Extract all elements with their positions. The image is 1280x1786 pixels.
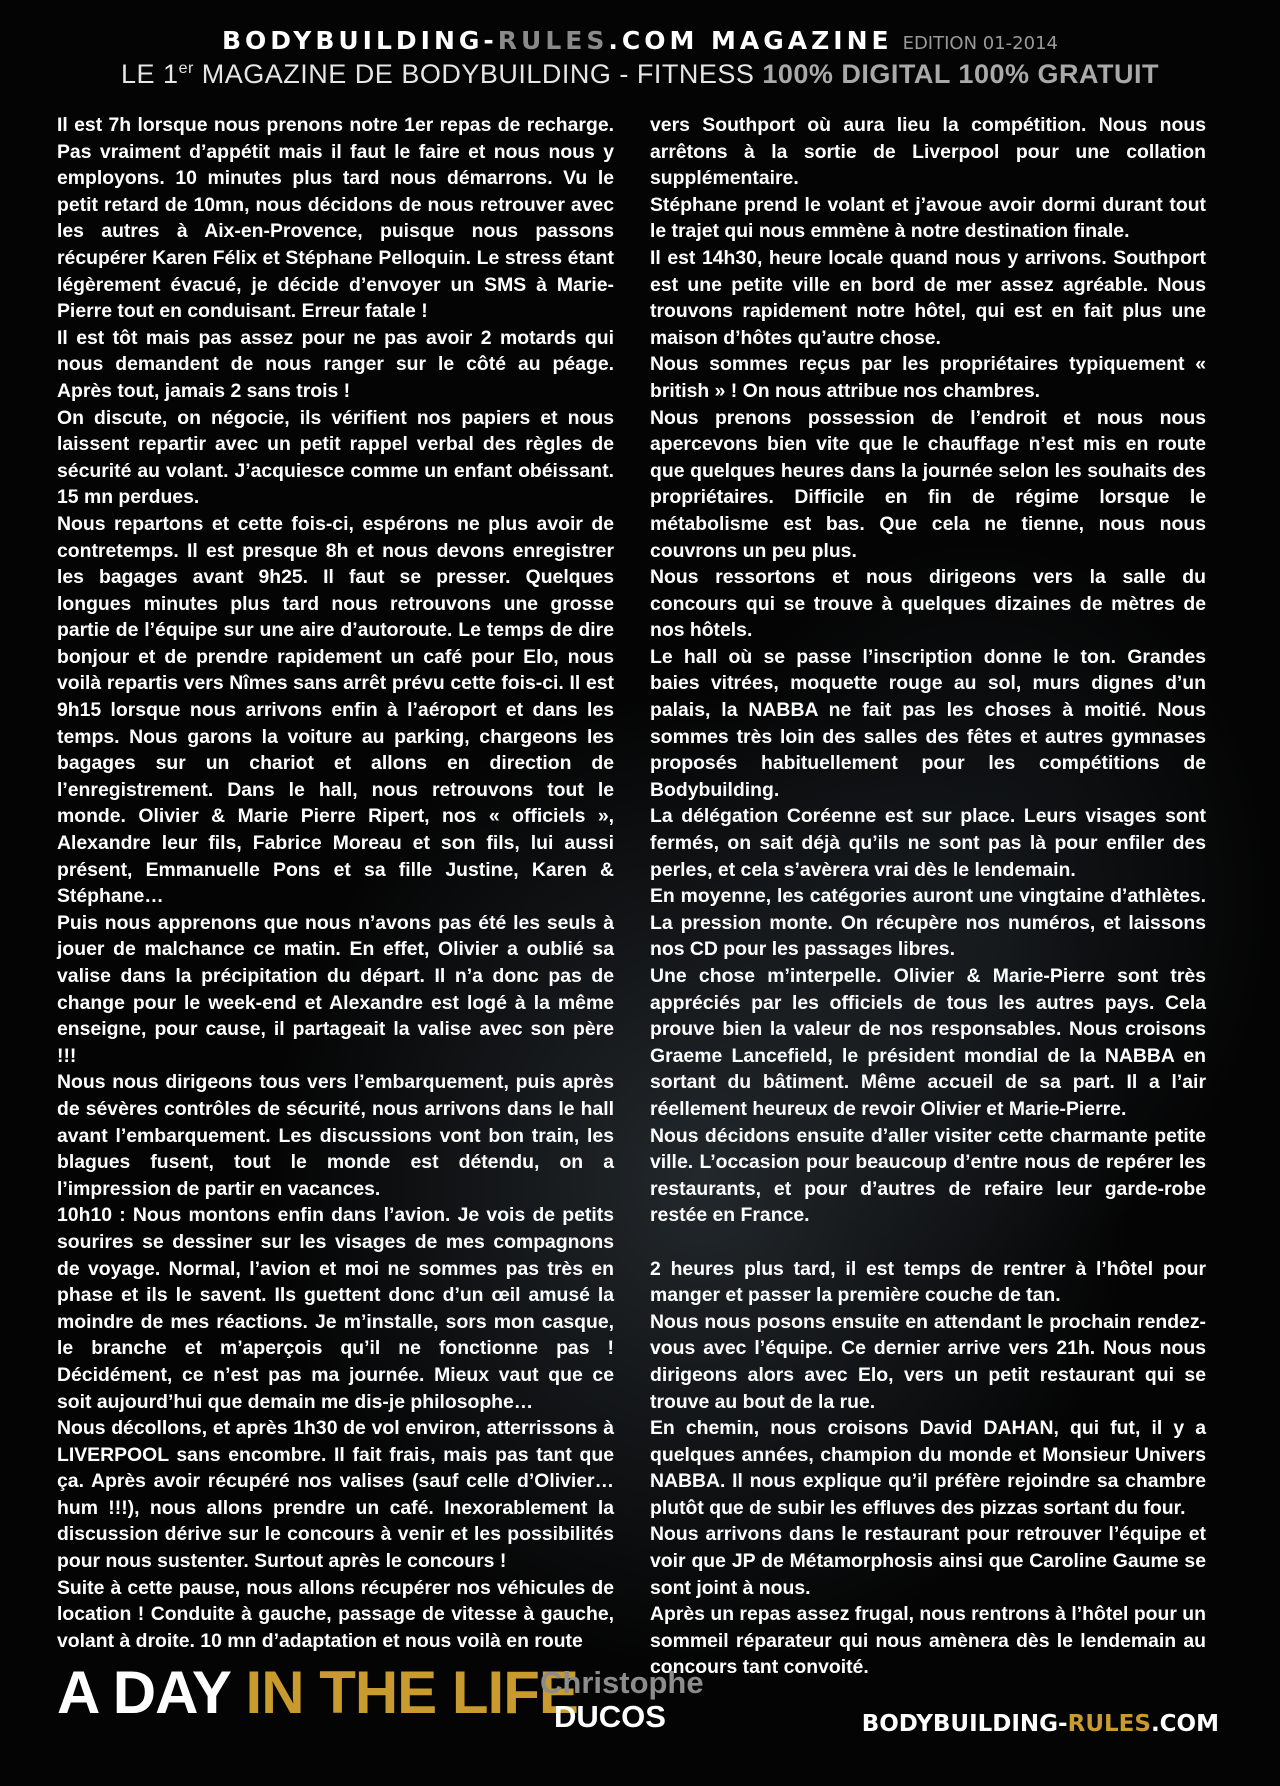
paragraph: Le hall où se passe l’inscription donne le ton. Grandes baies vitrées, moquette rouge au sol, murs dignes d’un palais, la NABBA ne fait pas les choses à moitié. Nous sommes très loin des salles des fêtes et autres gymnases proposés habituellement pour les compétitions de Bodybuilding. xyxy=(650,645,1206,801)
article-title-gold: IN THE LIFE xyxy=(245,1659,578,1726)
edition-label: EDITION 01-2014 xyxy=(902,33,1058,54)
magazine-site-part2: RULES xyxy=(497,26,609,55)
paragraph: 2 heures plus tard, il est temps de rentrer à l’hôtel pour manger et passer la première couche de tan. xyxy=(650,1257,1206,1307)
tagline-rest: MAGAZINE DE BODYBUILDING - FITNESS xyxy=(193,59,763,89)
tagline-le: LE 1 xyxy=(121,59,179,89)
paragraph: Nous décollons, et après 1h30 de vol environ, atterrissons à LIVERPOOL sans encombre. Il fait frais, mais pas tant que ça. Après avoir récupéré nos valises (sauf celle d’Olivier…hum !!!), nous allons prendre un café. Inexorablement la discussion dérive sur le concours à venir et les possibilités pour nous sustenter. Surtout après le concours ! xyxy=(57,1417,614,1573)
paragraph: On discute, on négocie, ils vérifient nos papiers et nous laissent repartir avec un petit rappel verbal des règles de sécurité au volant. J’acquiesce comme un enfant obéissant. 15 mn perdues. xyxy=(57,406,614,509)
paragraph: Puis nous apprenons que nous n’avons pas été les seuls à jouer de malchance ce matin. En effet, Olivier a oublié sa valise dans la précipitation du départ. Il n’a donc pas de change pour le week-end et Alexandre est logé à la même enseigne, pour cause, il partageait la valise avec son père !!! xyxy=(57,911,614,1067)
author-last-name: DUCOS xyxy=(554,1699,666,1734)
paragraph: Après un repas assez frugal, nous rentrons à l’hôtel pour un sommeil réparateur qui nous amènera dès le lendemain au concours tant convoité. xyxy=(650,1603,1206,1679)
author-first-name: Christophe xyxy=(540,1665,704,1700)
paragraph: Nous repartons et cette fois-ci, espérons ne plus avoir de contretemps. Il est presque 8h et nous devons enregistrer les bagages avant 9h25. Il faut se presser. Quelques longues minutes plus tard nous retrouvons une grosse partie de l’équipe sur une aire d’autoroute. Le temps de dire bonjour et de prendre rapidement un café pour Elo, nous voilà repartis vers Nîmes sans arrêt prévu cette fois-ci. Il est 9h15 lorsque nous arrivons enfin à l’aéroport et dans les temps. Nous garons la voiture au parking, chargeons les bagages sur un chariot et allons en direction de l’enregistrement. Dans le hall, nous retrouvons tout le monde. Olivier & Marie Pierre Ripert, nos « officiels », Alexandre leur fils, Fabrice Moreau et son fils, lui aussi présent, Emmanuelle Pons et sa fille Justine, Karen & Stéphane… xyxy=(57,512,614,908)
paragraph: En chemin, nous croisons David DAHAN, qui fut, il y a quelques années, champion du monde et Monsieur Univers NABBA. Il nous explique qu’il préfère rejoindre sa chambre plutôt que de subir les effluves des pizzas sortant du four. xyxy=(650,1417,1206,1519)
article-title-white: A DAY xyxy=(57,1659,246,1726)
paragraph: Nous arrivons dans le restaurant pour retrouver l’équipe et voir que JP de Métamorphosis ainsi que Caroline Gaume se sont joint à nous. xyxy=(650,1523,1206,1599)
paragraph: Stéphane prend le volant et j’avoue avoir dormi durant tout le trajet qui nous emmène à notre destination finale. xyxy=(650,193,1206,243)
paragraph: Nous décidons ensuite d’aller visiter cette charmante petite ville. L’occasion pour beaucoup d’entre nous de repérer les restaurants, et pour d’autres de refaire leur garde-robe restée en France. xyxy=(650,1124,1206,1227)
paragraph: Nous nous dirigeons tous vers l’embarquement, puis après de sévères contrôles de sécurité, nous arrivons dans le hall avant l’embarquement. Les discussions vont bon train, les blagues fusent, tout le monde est détendu, on a l’impression de partir en vacances. xyxy=(57,1071,614,1200)
paragraph: vers Southport où aura lieu la compétition. Nous nous arrêtons à la sortie de Liverpool pour une collation supplémentaire. xyxy=(650,114,1206,190)
magazine-title xyxy=(0,26,1280,55)
paragraph: Une chose m’interpelle. Olivier & Marie-Pierre sont très appréciés par les officiels de tous les autres pays. Cela prouve bien la valeur de nos responsables. Nous croisons Graeme Lancefield, le président mondial de la NABBA en sortant du bâtiment. Même accueil de sa part. Il a l’air réellement heureux de revoir Olivier et Marie-Pierre. xyxy=(650,965,1206,1120)
footer-site-part2: RULES xyxy=(1067,1711,1151,1737)
footer-site-part1: BODYBUILDING- xyxy=(861,1711,1068,1737)
paragraph: 10h10 : Nous montons enfin dans l’avion. Je vois de petits sourires se dessiner sur les visages de mes compagnons de voyage. Normal, l’avion et moi ne sommes pas très en phase et ils le savent. Ils guettent donc d’un œil amusé la moindre de mes réactions. Je m’installe, sors mon casque, le branche et m’aperçois qu’il ne fonctionne pas ! Décidément, ce n’est pas ma journée. Mieux vaut que ce soit aujourd’hui que demain me dis-je philosophe… xyxy=(57,1204,614,1413)
magazine-tagline xyxy=(0,59,1280,90)
tagline-sup: er xyxy=(178,60,194,77)
paragraph: La délégation Coréenne est sur place. Leurs visages sont fermés, on sait déjà qu’ils ne sont pas là pour enfiler des perles, et cela s’avèrera vrai dès le lendemain. xyxy=(650,805,1206,881)
paragraph: Nous nous posons ensuite en attendant le prochain rendez-vous avec l’équipe. Ce dernier arrive vers 21h. Nous nous dirigeons alors avec Elo, vers un petit restaurant qui se trouve au bout de la rue. xyxy=(650,1310,1206,1413)
footer-website xyxy=(862,1711,1219,1737)
magazine-site-part1: BODYBUILDING- xyxy=(221,26,498,55)
paragraph: En moyenne, les catégories auront une vingtaine d’athlètes. La pression monte. On récupère nos numéros, et laissons nos CD pour les passages libres. xyxy=(650,885,1206,961)
article-column-left xyxy=(57,112,614,1654)
author-byline xyxy=(540,1665,704,1734)
paragraph: Suite à cette pause, nous allons récupérer nos véhicules de location ! Conduite à gauche, passage de vitesse à gauche, volant à droite. 10 mn d’adaptation et nous voilà en route xyxy=(57,1576,614,1652)
paragraph: Il est 7h lorsque nous prenons notre 1er repas de recharge. Pas vraiment d’appétit mais il faut le faire et nous nous y employons. 10 minutes plus tard nous démarrons. Vu le petit retard de 10mn, nous décidons de nous retrouver avec les autres à Aix-en-Provence, puisque nous passons récupérer Karen Félix et Stéphane Pelloquin. Le stress étant légèrement évacué, je décide d’envoyer un SMS à Marie-Pierre tout en conduisant. Erreur fatale ! xyxy=(57,114,614,323)
article-title xyxy=(57,1659,578,1726)
paragraph: Il est tôt mais pas assez pour ne pas avoir 2 motards qui nous demandent de nous ranger sur le côté au péage. Après tout, jamais 2 sans trois ! xyxy=(57,326,614,402)
paragraph: Nous prenons possession de l’endroit et nous nous apercevons bien vite que le chauffage n’est mis en route que quelques heures dans la journée selon les souhaits des propriétaires. Difficile en fin de régime lorsque le métabolisme est bas. Que cela ne tienne, nous nous couvrons un peu plus. xyxy=(650,406,1206,562)
masthead xyxy=(0,26,1280,90)
magazine-site-part3: .COM MAGAZINE xyxy=(608,26,893,55)
footer-site-part3: .COM xyxy=(1150,1711,1219,1737)
tagline-digital: 100% DIGITAL 100% GRATUIT xyxy=(762,59,1159,89)
article-column-right xyxy=(650,112,1206,1681)
paragraph: Nous sommes reçus par les propriétaires typiquement « british » ! On nous attribue nos chambres. xyxy=(650,353,1206,402)
paragraph: Nous ressortons et nous dirigeons vers la salle du concours qui se trouve à quelques dizaines de mètres de nos hôtels. xyxy=(650,566,1206,642)
paragraph: Il est 14h30, heure locale quand nous y arrivons. Southport est une petite ville en bord de mer assez agréable. Nous trouvons rapidement notre hôtel, qui est en fait plus une maison d’hôtes qu’autre chose. xyxy=(650,246,1206,349)
